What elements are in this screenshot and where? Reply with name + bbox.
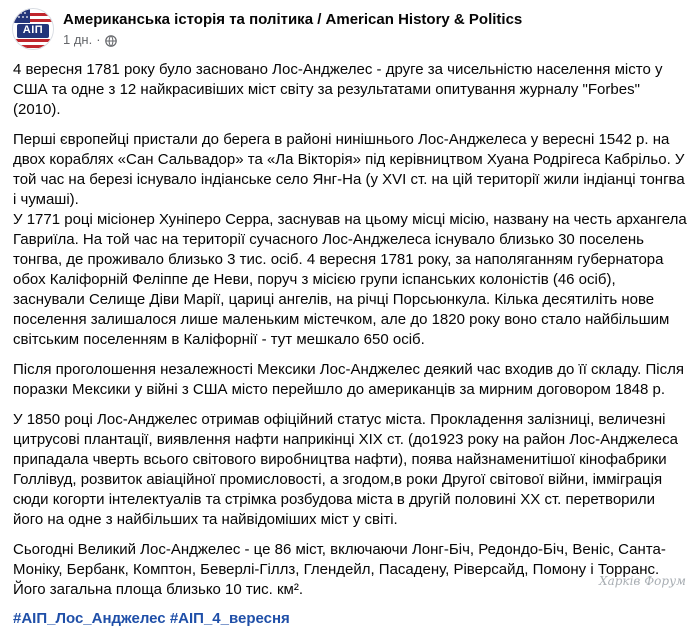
post-paragraph: Сьогодні Великий Лос-Анджелес - це 86 міст, включаючи Лонг-Біч, Редондо-Біч, Веніс, Санта-Моніку, Бербанк, Комптон, Беверлі-Гіллз, Глендейл, Пасадену, Ріверсайд, Помону і Торранс. Його загальна площа близько 10 тис. км². — [13, 541, 666, 598]
post-time-link[interactable]: 1 дн. — [63, 32, 93, 47]
avatar-label: АІП — [22, 24, 44, 36]
hashtag-list — [13, 609, 689, 629]
watermark: Харків Форум — [599, 574, 686, 588]
separator-dot: · — [96, 32, 101, 47]
hashtag-link[interactable]: #АІП_4_вересня — [169, 610, 290, 627]
globe-icon[interactable] — [105, 34, 117, 46]
page-name-link[interactable]: Американська історія та політика / American History & Politics — [63, 11, 523, 28]
post-header — [12, 8, 522, 50]
post-paragraph: Після проголошення незалежності Мексики Лос-Анджелес деякий час входив до її складу. Після поразки Мексики у війні з США місто перейшло до американців за мирним договором 1848 р. — [13, 361, 684, 398]
hashtag-link[interactable]: #АІП_Лос_Анджелес — [13, 610, 166, 627]
post-body — [13, 60, 689, 629]
avatar[interactable] — [12, 8, 54, 50]
post-paragraph: У 1850 році Лос-Анджелес отримав офіційний статус міста. Прокладення залізниці, величезні цитрусові плантації, виявлення нафти наприкінці XIX ст. (до1923 року на район Лос-Анджелеса припадала чверть всього світового виробництва нафти), поява найзнаменитішої кінофабрики Голлівуд, розвиток авіаційної промисловості, а згодом,в роки Другої світової війни, імміграція сюди когорти інтелектуалів та стрімка розбудова міста в другій половині XX ст. перетворили його на одне з найбільших та найвідоміших міст у світі. — [13, 411, 678, 528]
post-paragraph: 4 вересня 1781 року було засновано Лос-Анджелес - друге за чисельністю населення місто у США та одне з 12 найкрасивіших міст світу за результатами опитування журналу "Forbes" (2010). — [13, 61, 663, 118]
post-paragraph: Перші європейці пристали до берега в районі нинішнього Лос-Анджелеса у вересні 1542 р. на двох кораблях «Сан Сальвадор» та «Ла Вікторія» під керівництвом Хуана Родрігеса Кабрільо. У той час на березі існувало індіанське село Янг-На (у XVI ст. на цій території жили індіанці тонгва і чумаші). У 1771 році місіонер Хуніперо Серра, заснував на цьому місці місію, названу на честь архангела Гавриїла. На той час на території сучасного Лос-Анджелеса існувало близько 30 поселень тонгва, де проживало близько 3 тис. осіб. 4 вересня 1781 року, за наполяганням губернатора обох Каліфорній Фелiппе де Неви, поруч з місією групи іспанських колоністів (46 осіб), заснували Селище Діви Марії, цариці ангелів, на річці Порсьюнкула. Кілька десятиліть нове поселення залишалося лише маленьким містечком, але до 1820 року воно стало найбільшим світським поселенням в Каліфорнії - тут мешкало 650 осіб. — [13, 131, 687, 348]
